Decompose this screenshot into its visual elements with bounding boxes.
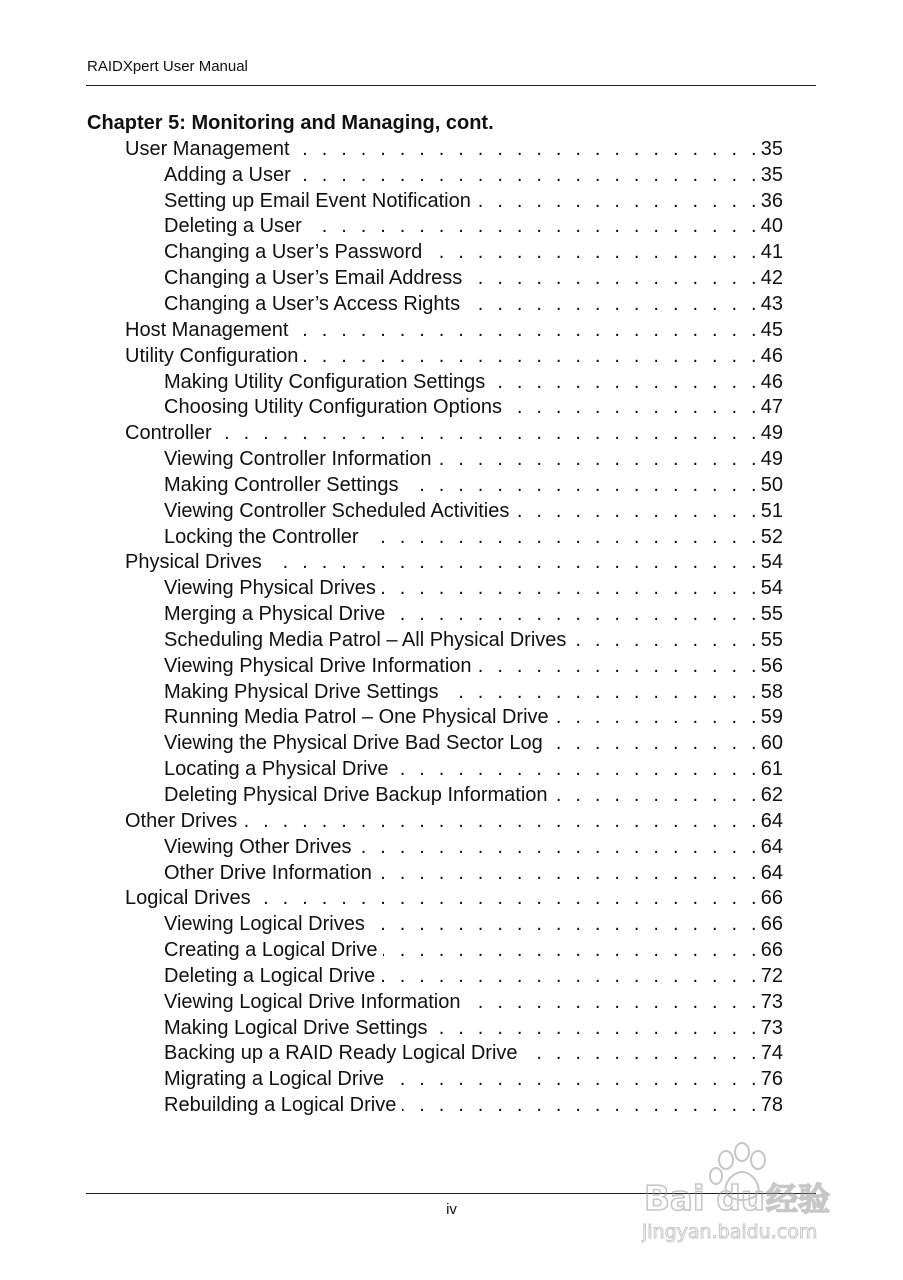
dot-leader [357,835,760,859]
toc-page-number: 40 [760,215,783,238]
toc-entry-title: Other Drives [125,809,238,832]
dot-leader [297,163,761,187]
toc-entry-title: Deleting a Logical Drive [164,964,376,987]
toc-entry-title: Viewing Physical Drive Information [164,654,472,677]
toc-subentry[interactable] [125,239,783,265]
toc-page-number: 58 [760,680,783,703]
toc-page-number: 54 [760,551,783,574]
toc-entry-title: Viewing Other Drives [164,835,352,858]
dot-leader [491,370,760,394]
toc-entry-title: Setting up Email Event Notification [164,189,471,212]
toc-subentry[interactable] [125,1092,783,1118]
toc-page-number: 42 [760,267,783,290]
dot-leader [554,783,761,807]
toc-page-number: 43 [760,292,783,315]
dot-leader [524,1041,761,1065]
toc-entry-title: Migrating a Logical Drive [164,1068,385,1091]
toc-page-number: 50 [760,473,783,496]
toc-entry[interactable] [125,136,783,162]
dot-leader [478,654,761,678]
dot-leader [382,576,761,600]
toc-subentry[interactable] [125,472,783,498]
dot-leader [294,318,760,342]
toc-page-number: 59 [760,706,783,729]
dot-leader [378,861,761,885]
toc-page-number: 66 [760,939,783,962]
toc-page-number: 51 [760,499,783,522]
toc-entry-title: Utility Configuration [125,344,299,367]
dot-leader [433,1016,760,1040]
toc-page-number: 36 [760,189,783,212]
toc-subentry[interactable] [125,162,783,188]
toc-page-number: 55 [760,628,783,651]
toc-subentry[interactable] [125,911,783,937]
toc-entry-title: Making Utility Configuration Settings [164,370,486,393]
toc-page-number: 72 [760,964,783,987]
toc-entry-title: Making Physical Drive Settings [164,680,439,703]
toc-subentry[interactable] [125,369,783,395]
page-number: iv [446,1201,457,1218]
toc-subentry[interactable] [125,730,783,756]
toc-page-number: 73 [760,1016,783,1039]
dot-leader [257,886,761,910]
toc-subentry[interactable] [125,524,783,550]
toc-entry-title: Viewing Logical Drive Information [164,990,461,1013]
toc-entry-title: Changing a User’s Email Address [164,267,463,290]
toc-subentry[interactable] [125,705,783,731]
toc-page-number: 35 [760,137,783,160]
toc-entry-title: Choosing Utility Configuration Options [164,396,502,419]
dot-leader [572,628,760,652]
toc-subentry[interactable] [125,834,783,860]
toc-subentry[interactable] [125,937,783,963]
toc-page-number: 76 [760,1068,783,1091]
toc-page-number: 49 [760,422,783,445]
toc-page-number: 60 [760,732,783,755]
dot-leader [390,1067,761,1091]
toc-subentry[interactable] [125,1015,783,1041]
toc-entry-title: Changing a User’s Access Rights [164,292,461,315]
dot-leader [438,447,761,471]
toc-page-number: 62 [760,784,783,807]
toc-entry-title: Deleting Physical Drive Backup Information [164,784,548,807]
chapter-heading: Chapter 5: Monitoring and Managing, cont. [87,112,494,134]
toc-subentry[interactable] [125,188,783,214]
toc-entry-title: User Management [125,137,290,160]
toc-entry-title: Other Drive Information [164,861,372,884]
toc-subentry[interactable] [125,653,783,679]
toc-entry-title: Making Controller Settings [164,473,399,496]
toc-page-number: 45 [760,318,783,341]
toc-subentry[interactable] [125,756,783,782]
dot-leader [371,912,761,936]
table-of-contents [125,136,783,1118]
toc-entry-title: Viewing Controller Scheduled Activities [164,499,510,522]
header-divider [86,85,816,86]
svg-text:Bai du: Bai du [644,1179,765,1219]
baidu-jingyan-watermark [634,1138,854,1248]
toc-page-number: 61 [760,758,783,781]
dot-leader [405,473,761,497]
dot-leader [428,240,760,264]
toc-page-number: 55 [760,603,783,626]
dot-leader [477,189,761,213]
toc-page-number: 47 [760,396,783,419]
toc-subentry[interactable] [125,265,783,291]
toc-subentry[interactable] [125,1041,783,1067]
toc-entry-title: Viewing Controller Information [164,448,432,471]
toc-entry[interactable] [125,343,783,369]
toc-page-number: 64 [760,861,783,884]
dot-leader [365,525,761,549]
dot-leader [402,1093,760,1117]
dot-leader [555,705,761,729]
toc-page-number: 54 [760,577,783,600]
toc-entry[interactable] [125,885,783,911]
dot-leader [268,550,761,574]
dot-leader [468,266,760,290]
toc-entry-title: Physical Drives [125,551,262,574]
toc-subentry[interactable] [125,446,783,472]
toc-entry-title: Locking the Controller [164,525,359,548]
dot-leader [549,731,761,755]
toc-page-number: 66 [760,913,783,936]
toc-subentry[interactable] [125,575,783,601]
toc-subentry[interactable] [125,782,783,808]
dot-leader [381,964,761,988]
toc-subentry[interactable] [125,1066,783,1092]
dot-leader [296,137,761,161]
toc-page-number: 46 [760,370,783,393]
toc-subentry[interactable] [125,498,783,524]
toc-page-number: 66 [760,887,783,910]
toc-entry-title: Logical Drives [125,887,251,910]
toc-entry-title: Adding a User [164,163,291,186]
dot-leader [508,395,761,419]
toc-subentry[interactable] [125,989,783,1015]
toc-page-number: 64 [760,809,783,832]
dot-leader [391,602,761,626]
dot-leader [308,214,761,238]
toc-page-number: 78 [760,1094,783,1117]
toc-subentry[interactable] [125,214,783,240]
toc-entry-title: Locating a Physical Drive [164,758,389,781]
toc-entry-title: Viewing the Physical Drive Bad Sector Log [164,732,543,755]
toc-entry-title: Changing a User’s Password [164,241,423,264]
toc-entry-title: Deleting a User [164,215,302,238]
dot-leader [445,680,761,704]
toc-entry-title: Merging a Physical Drive [164,603,386,626]
svg-text:经验: 经验 [766,1180,831,1218]
dot-leader [395,757,761,781]
dot-leader [515,499,760,523]
toc-entry-title: Viewing Physical Drives [164,577,376,600]
toc-entry-title: Creating a Logical Drive [164,939,378,962]
toc-entry[interactable] [125,550,783,576]
toc-subentry[interactable] [125,963,783,989]
toc-page-number: 35 [760,163,783,186]
toc-page-number: 49 [760,448,783,471]
toc-entry-title: Scheduling Media Patrol – All Physical Drives [164,628,567,651]
toc-subentry[interactable] [125,627,783,653]
toc-entry-title: Rebuilding a Logical Drive [164,1094,397,1117]
dot-leader [218,421,761,445]
toc-page-number: 56 [760,654,783,677]
toc-entry-title: Viewing Logical Drives [164,913,365,936]
toc-page-number: 64 [760,835,783,858]
svg-text:jingyan.baidu.com: jingyan.baidu.com [642,1221,818,1243]
toc-page-number: 41 [760,241,783,264]
toc-page-number: 74 [760,1042,783,1065]
toc-entry[interactable] [125,317,783,343]
toc-entry-title: Host Management [125,318,289,341]
toc-entry-title: Backing up a RAID Ready Logical Drive [164,1042,518,1065]
toc-entry[interactable] [125,808,783,834]
dot-leader [466,292,761,316]
toc-entry-title: Making Logical Drive Settings [164,1016,428,1039]
dot-leader [243,809,761,833]
toc-entry[interactable] [125,420,783,446]
toc-entry-title: Controller [125,422,212,445]
dot-leader [383,938,760,962]
toc-page-number: 73 [760,990,783,1013]
dot-leader [304,344,760,368]
toc-subentry[interactable] [125,394,783,420]
toc-subentry[interactable] [125,679,783,705]
toc-subentry[interactable] [125,860,783,886]
toc-page-number: 46 [760,344,783,367]
toc-subentry[interactable] [125,601,783,627]
running-header: RAIDXpert User Manual [87,58,248,75]
dot-leader [466,990,760,1014]
toc-entry-title: Running Media Patrol – One Physical Drive [164,706,549,729]
toc-subentry[interactable] [125,291,783,317]
toc-page-number: 52 [760,525,783,548]
